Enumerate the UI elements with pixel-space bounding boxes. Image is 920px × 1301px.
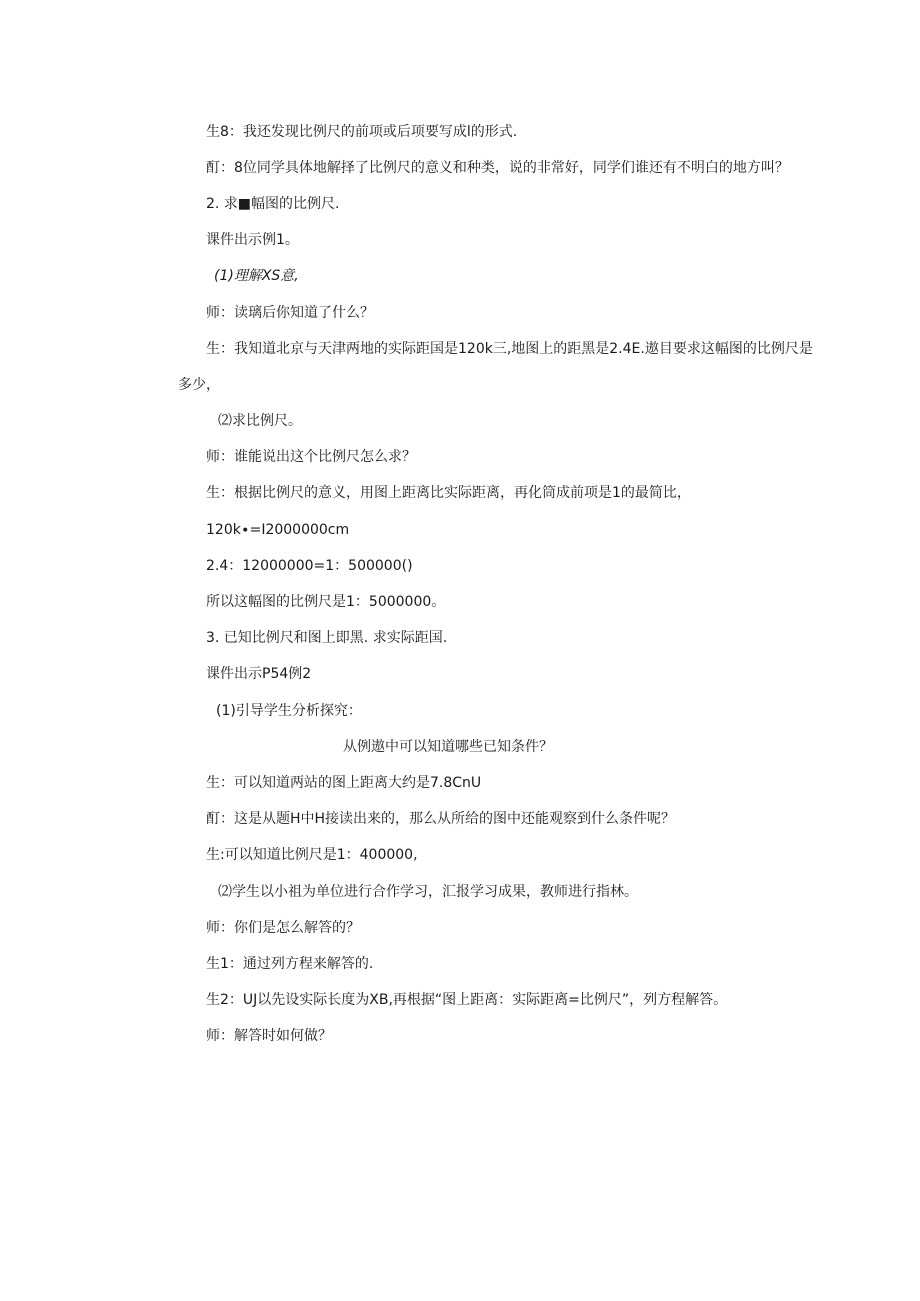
text-line: 生:可以知道比例尺是1：400000, xyxy=(206,847,418,863)
text-line: 从例遨中可以知道哪些已知条件？ xyxy=(343,739,553,755)
text-line: 120k∙=I2000000cm xyxy=(206,522,350,538)
text-line: 师：谁能说出这个比例尺怎么求？ xyxy=(206,449,416,465)
text-line: 2.4：12000000=1：500000() xyxy=(206,558,413,574)
text-line: 3. 已知比例尺和图上即黑. 求实际距国. xyxy=(206,630,448,646)
text-line: 生：可以知道两站的图上距离大约是7.8CnU xyxy=(206,775,482,791)
text-line: 生2：UJ以先设实际长度为XB,再根据“图上距离：实际距离=比例尺”，列方程解答。 xyxy=(206,992,728,1008)
text-line: 生：根据比例尺的意义，用图上距离比实际距离，再化筒成前项是1的最简比， xyxy=(206,485,691,501)
text-line: ⑵学生以小祖为单位进行合作学习，汇报学习成果，教师进行指林。 xyxy=(218,884,638,900)
text-line: 生：我知道北京与天津两地的实际距国是120k三,地图上的距黑是2.4E.遨目要求这幅图的比例尺是 xyxy=(206,341,813,357)
text-line: 生1：通过列方程来解答的. xyxy=(206,956,374,972)
text-line: ⑵求比例尺。 xyxy=(218,413,302,429)
text-line: 师：读璃后你知道了什么？ xyxy=(206,305,374,321)
text-line: 所以这幅图的比例尺是1：5000000。 xyxy=(206,594,446,610)
text-line: 多少， xyxy=(178,377,220,393)
text-line: 2. 求■幅图的比例尺. xyxy=(206,196,340,212)
text-line: (1)引导学生分析探究： xyxy=(216,703,362,719)
text-line: 酊：这是从题H中H接读出来的，那么从所给的图中还能观察到什么条件呢？ xyxy=(206,811,676,827)
text-line: 课件出示例1。 xyxy=(206,232,299,248)
text-line: 课件出示P54例2 xyxy=(206,666,312,682)
text-line: 师：你们是怎么解答的？ xyxy=(206,920,360,936)
text-line: 生8：我还发现比例尺的前项或后项要写成l的形式. xyxy=(206,124,518,140)
text-line: 师：解答时如何做？ xyxy=(206,1028,332,1044)
text-line: (1)理解XS意, xyxy=(214,268,299,284)
text-line: 酊：8位同学具体地解择了比例尺的意义和种类，说的非常好，同学们谁还有不明白的地方叫？ xyxy=(206,160,789,176)
